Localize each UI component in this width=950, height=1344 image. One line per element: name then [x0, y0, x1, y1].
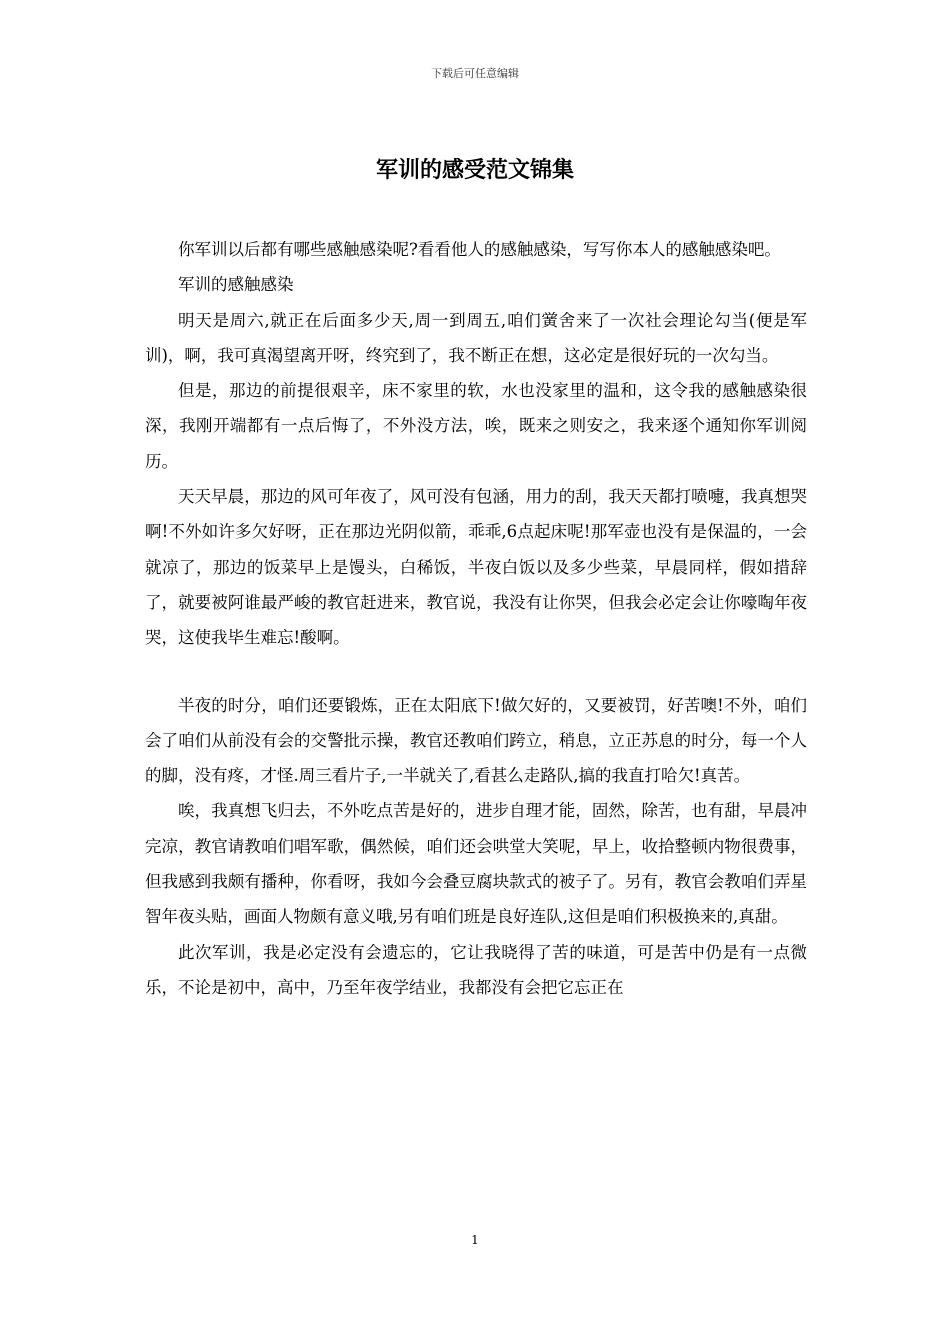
- paragraph: 半夜的时分，咱们还要锻炼，正在太阳底下!做欠好的，又要被罚，好苦噢!不外，咱们会了咱们从前没有会的交警批示操，教官还教咱们跨立，稍息，立正苏息的时分，每一个人的脚，没有疼，才怪.周三看片子,一半就关了,看甚么走路队,搞的我直打哈欠!真苦。: [145, 695, 807, 786]
- section-heading: 军训的感触感染: [178, 275, 294, 295]
- paragraph: 明天是周六,就正在后面多少天,周一到周五,咱们黉舍来了一次社会理论勾当(便是军训)，啊，我可真渴望离开呀，终究到了，我不断正在想，这必定是很好玩的一次勾当。: [145, 310, 807, 365]
- paragraph: 唉，我真想飞归去，不外吃点苦是好的，进步自理才能，固然，除苦，也有甜，早晨冲完凉，教官请教咱们唱军歌，偶然候，咱们还会哄堂大笑呢，早上，收拾整顿内物很费事，但我感到我颇有播种，你看呀，我如今会叠豆腐块款式的被子了。另有，教官会教咱们弄星智年夜头贴，画面人物颇有意义哦,另有咱们班是良好连队,这但是咱们积极换来的,真甜。: [145, 801, 807, 927]
- paragraph: 但是，那边的前提很艰辛，床不家里的软，水也没家里的温和，这令我的感触感染很深，我刚开端都有一点后悔了，不外没方法，唉，既来之则安之，我来逐个通知你军训阅历。: [145, 381, 807, 471]
- paragraph: 你军训以后都有哪些感触感染呢?看看他人的感触感染，写写你本人的感触感染吧。: [178, 240, 781, 259]
- document-title: 军训的感受范文锦集: [375, 157, 574, 183]
- paragraph: 此次军训，我是必定没有会遗忘的，它让我晓得了苦的味道，可是苦中仍是有一点微乐，不论是初中，高中，乃至年夜学结业，我都没有会把它忘正在: [145, 942, 807, 997]
- page-number: 1: [471, 1233, 479, 1247]
- paragraph: 天天早晨，那边的风可年夜了，风可没有包涵，用力的刮，我天天都打喷嚏，我真想哭啊!不外如许多欠好呀，正在那边光阴似箭，乖乖,6点起床呢!那军壶也没有是保温的，一会就凉了，那边的饭菜早上是馒头，白稀饭，半夜白饭以及多少些菜，早晨同样，假如措辞了，就要被阿谁最严峻的教官赶进来，教官说，我没有让你哭，但我会必定会让你嚎啕年夜哭，这使我毕生难忘!酸啊。: [145, 487, 807, 648]
- document-body: [145, 232, 807, 1005]
- page-header: 下载后可任意编辑: [431, 67, 519, 80]
